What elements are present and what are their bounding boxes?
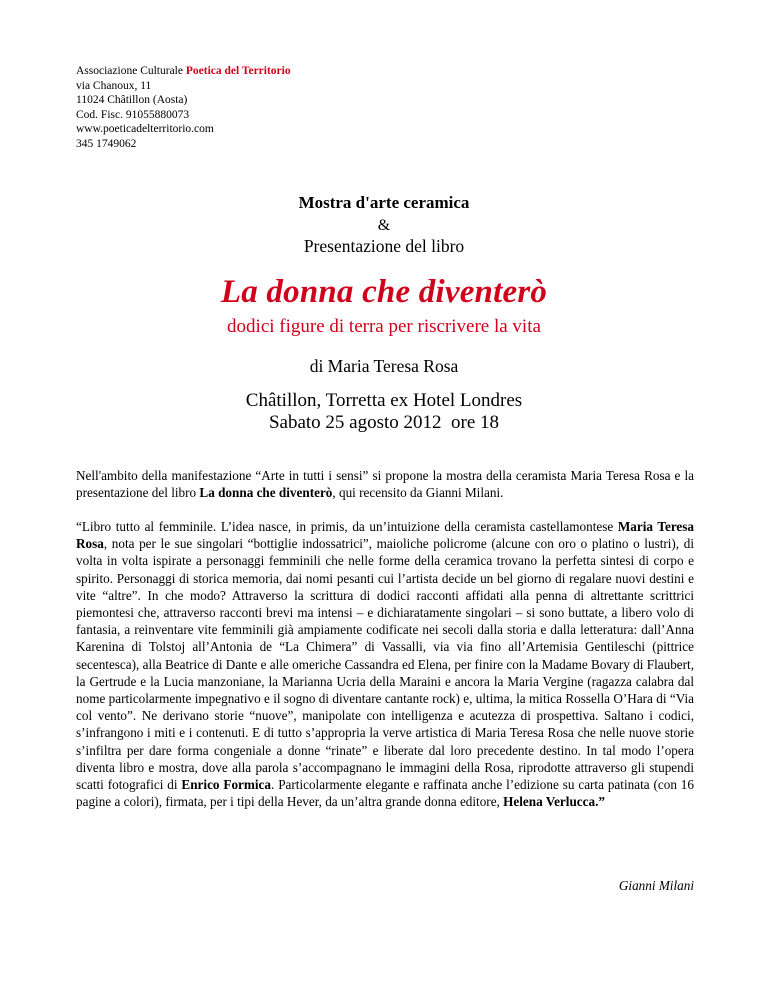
event-date: Sabato 25 agosto 2012 ore 18 [268,412,500,433]
review-editor-name: Helena Verlucca.” [503,794,605,810]
org-name: Poetica del Territorio [185,65,291,77]
address: via Chanoux, 11 [76,79,152,92]
event-place: Châtillon, Torretta ex Hotel Londres [245,390,523,411]
ampersand: & [377,217,391,234]
org-line [76,64,291,79]
letterhead [76,64,291,151]
show-title: Mostra d'arte ceramica [298,193,470,212]
phone: 345 1749062 [76,137,137,150]
city: 11024 Châtillon (Aosta) [76,94,188,106]
review-paragraph [76,518,694,810]
author-line: di Maria Teresa Rosa [309,356,459,376]
intro-text-2: , qui recensito da Gianni Milani. [332,485,504,501]
website: www.poeticadelterritorio.com [76,123,214,135]
org-prefix: Associazione Culturale [76,65,186,77]
review-text-1: “Libro tutto al femminile. L’idea nasce, in primis, da un’intuizione della ceramista castellamontese [76,519,618,534]
review-text-3: . Particolarmente elegante e raffinata anche l’edizione su carta patinata (con 16 pagine a colori), firmata, per i tipi della Hever, da un’altra grande donna editore, [76,777,694,810]
book-subtitle: dodici figure di terra per riscrivere la vita [227,316,541,337]
intro-text-1: Nell'ambito della manifestazione “Arte in tutti i sensi” si propone la mostra della ceramista Maria Teresa Rosa e la presentazione del libro [76,468,694,501]
intro-paragraph [76,467,694,501]
review-text-2: , nota per le sue singolari “bottiglie indossatrici”, maioliche policrome (alcune con oro o platino o lustri), di volta in volta ispirate a personaggi femminili che nelle forme della ceramica trovano la perfetta sintesi di corpo e spirito. Personaggi di storica memoria, dai nomi pesanti cui l’artista decide un bel giorno di regalare nuovi destini e vite “altre”. In che modo? Attraverso la scrittura di dodici racconti affidati alla penna di altrettante scrittrici piemontesi che, attraverso racconti brevi ma intensi – e dichiaratamente singolari – si sono buttate, a libero volo di fantasia, a reinventare vite femminili già ampiamente codificate nei secoli dalla storia e dalla letteratura: dall’Anna Karenina di Tolstoj all’Antonia de “La Chimera” di Vassalli, via via fino all’Artemisia Gentileschi (pittrice secentesca), alla Beatrice di Dante e alle omeriche Cassandra ed Elena, per finire con la Madame Bovary di Flaubert, la Gertrude e la Lucia manzoniane, la Marianna Ucria della Maraini e ancora la Maria Vergine (ragazza calabra dal nome particolarmente impegnativo e il sogno di diventare cantante rock) e, ultima, la mitica Rossella O’Hara di “Via col vento”. Ne derivano storie “nuove”, manipolate con intelligenza e acutezza di prospettiva. Saltano i codici, s’infrangono i miti e i contenuti. E di tutto s’appropria la verve artistica di Maria Teresa Rosa che nelle nuove storie s’infiltra per dare forma congeniale a donne “rinate” e liberate dal loro precedente destino. In tal modo l’opera diventa libro e mostra, dove alla parola s’accompagnano le immagini della Rosa, riprodotte attraverso gli stupendi scatti fotografici di [76,536,694,793]
review-photographer-name: Enrico Formica [181,777,272,793]
presentation-line: Presentazione del libro [303,236,465,256]
intro-book-title: La donna che diventerò [199,485,333,501]
review-artist-name: Maria Teresa Rosa [76,519,695,552]
fiscal-code: Cod. Fisc. 91055880073 [76,108,190,121]
book-title: La donna che diventerò [220,274,548,310]
signature: Gianni Milani [618,878,694,893]
